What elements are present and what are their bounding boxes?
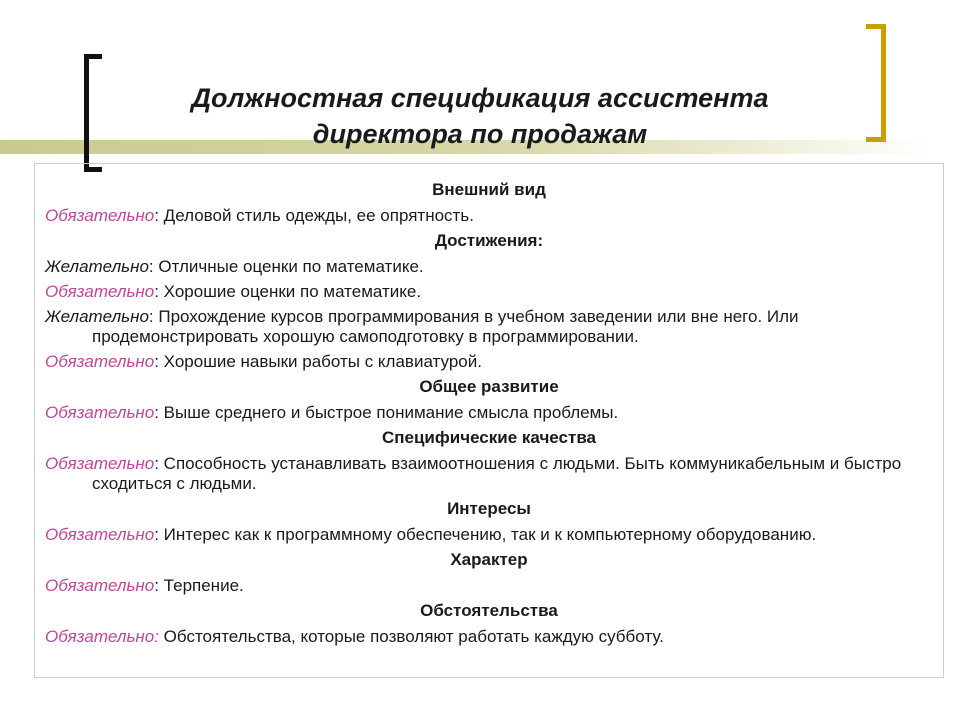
right-bracket-decoration — [866, 24, 886, 142]
requirement-item — [45, 525, 933, 545]
requirement-item — [45, 352, 933, 372]
required-label: Обязательно — [45, 576, 155, 595]
requirement-item — [45, 307, 933, 347]
required-label: Обязательно — [45, 454, 155, 473]
requirement-item — [45, 627, 933, 647]
page-title — [110, 80, 850, 152]
requirement-text: : Деловой стиль одежды, ее опрятность. — [154, 206, 474, 225]
requirement-item — [45, 576, 933, 596]
required-label: Обязательно: — [45, 627, 159, 646]
requirement-text: : Отличные оценки по математике. — [148, 257, 424, 276]
section-heading: Интересы — [447, 499, 531, 518]
section-heading: Обстоятельства — [420, 601, 558, 620]
requirement-text: : Интерес как к программному обеспечению, так и к компьютерному оборудованию. — [154, 525, 817, 544]
requirement-item — [45, 206, 933, 226]
section-heading: Внешний вид — [432, 180, 546, 199]
requirement-item — [45, 282, 933, 302]
requirement-text: : Прохождение курсов программирования в учебном заведении или вне него. Или продемонстрировать хорошую самоподготовку в программировании. — [92, 307, 799, 346]
requirement-text: : Выше среднего и быстрое понимание смысла проблемы. — [154, 403, 619, 422]
requirement-item — [45, 454, 933, 494]
required-label: Обязательно — [45, 525, 155, 544]
requirement-item — [45, 403, 933, 423]
specification-content — [34, 163, 944, 678]
required-label: Обязательно — [45, 206, 155, 225]
desired-label: Желательно — [45, 307, 149, 326]
requirement-item — [45, 257, 933, 277]
required-label: Обязательно — [45, 403, 155, 422]
required-label: Обязательно — [45, 352, 155, 371]
desired-label: Желательно — [45, 257, 149, 276]
section-heading: Характер — [450, 550, 528, 569]
section-heading: Специфические качества — [381, 428, 597, 447]
requirement-text: : Хорошие оценки по математике. — [154, 282, 422, 301]
left-bracket-decoration — [84, 54, 102, 172]
title-line-1: Должностная спецификация ассистента — [191, 83, 769, 113]
requirement-text: : Способность устанавливать взаимоотношения с людьми. Быть коммуникабельным и быстро сходиться с людьми. — [92, 454, 902, 493]
title-line-2: директора по продажам — [312, 119, 648, 149]
requirement-text: : Терпение. — [154, 576, 244, 595]
requirement-text: Обстоятельства, которые позволяют работать каждую субботу. — [158, 627, 664, 646]
section-heading: Общее развитие — [419, 377, 559, 396]
required-label: Обязательно — [45, 282, 155, 301]
section-heading: Достижения: — [434, 231, 544, 250]
requirement-text: : Хорошие навыки работы с клавиатурой. — [154, 352, 482, 371]
